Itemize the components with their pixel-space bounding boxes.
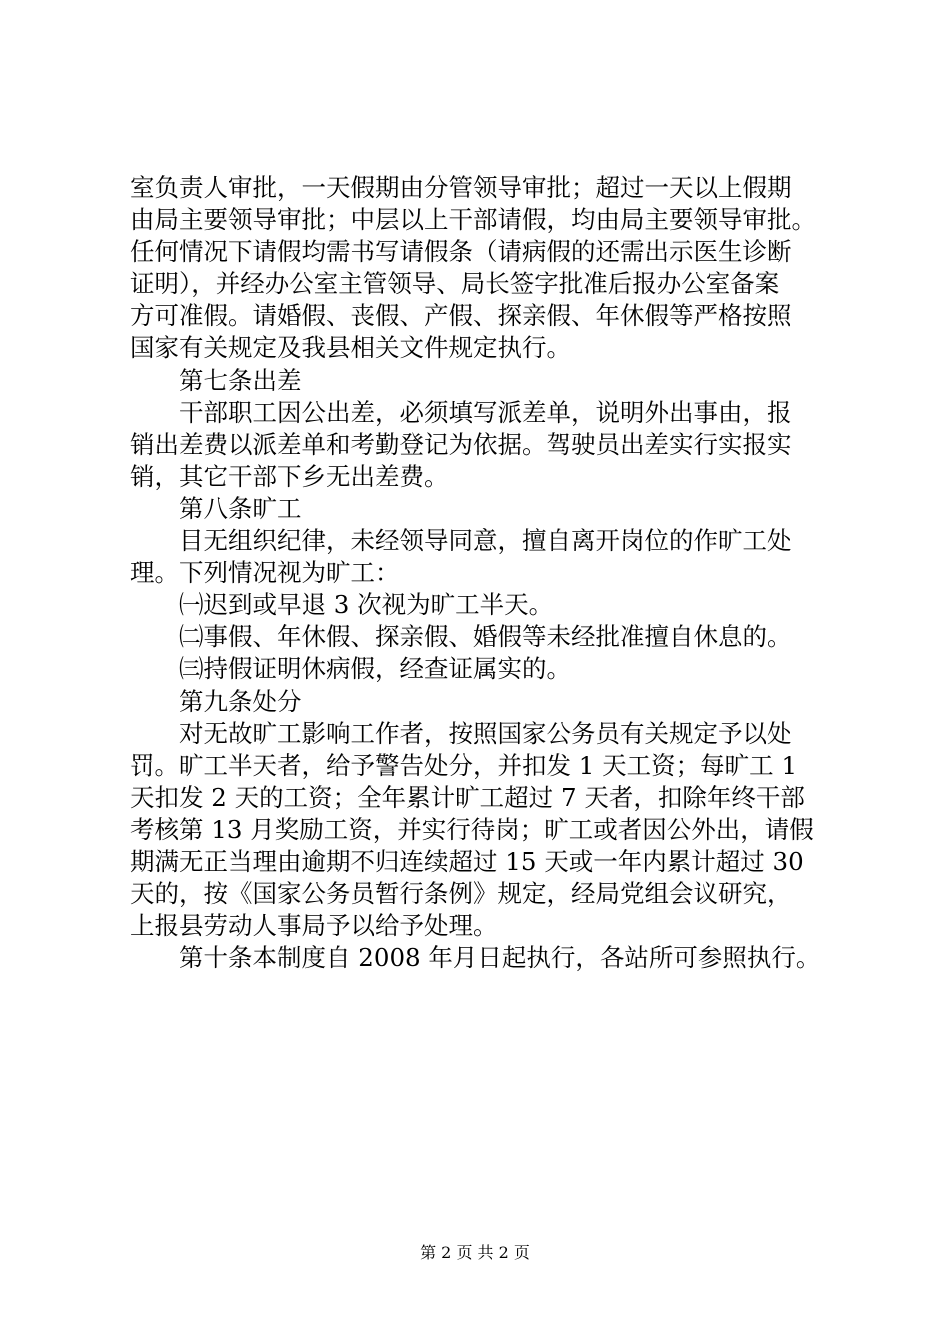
document-body <box>130 172 830 974</box>
text-line: 上报县劳动人事局予以给予处理。 <box>130 911 498 941</box>
text-line: 天的，按《国家公务员暂行条例》规定，经局党组会议研究， <box>130 879 792 909</box>
text-line: 销，其它干部下乡无出差费。 <box>130 461 449 491</box>
text-line: 天扣发 2 天的工资；全年累计旷工超过 7 天者，扣除年终干部 <box>130 782 805 812</box>
text-line: 任何情况下请假均需书写请假条（请病假的还需出示医生诊断 <box>130 237 792 267</box>
text-line: 第九条处分 <box>179 686 302 716</box>
text-line: 期满无正当理由逾期不归连续超过 15 天或一年内累计超过 30 <box>130 846 804 876</box>
text-line: ㈠迟到或早退 3 次视为旷工半天。 <box>179 590 554 620</box>
text-line: 第八条旷工 <box>179 493 302 523</box>
text-line: 由局主要领导审批；中层以上干部请假，均由局主要领导审批。 <box>130 205 816 235</box>
text-line: 方可准假。请婚假、丧假、产假、探亲假、年休假等严格按照 <box>130 301 792 331</box>
text-line: 理。下列情况视为旷工： <box>130 558 400 588</box>
text-line: 对无故旷工影响工作者，按照国家公务员有关规定予以处 <box>179 718 792 748</box>
text-line: 目无组织纪律，未经领导同意，擅自离开岗位的作旷工处 <box>179 526 792 556</box>
text-line: 罚。旷工半天者，给予警告处分，并扣发 1 天工资；每旷工 1 <box>130 750 798 780</box>
text-line: 室负责人审批，一天假期由分管领导审批；超过一天以上假期 <box>130 173 792 202</box>
text-line: ㈡事假、年休假、探亲假、婚假等未经批准擅自休息的。 <box>179 622 792 652</box>
text-line: 证明），并经办公室主管领导、局长签字批准后报办公室备案 <box>130 269 780 299</box>
text-line: 第十条本制度自 2008 年月日起执行，各站所可参照执行。 <box>179 943 821 973</box>
text-line: 国家有关规定及我县相关文件规定执行。 <box>130 333 571 363</box>
text-line: ㈢持假证明休病假，经查证属实的。 <box>179 654 571 684</box>
text-line: 第七条出差 <box>179 365 302 395</box>
text-line: 销出差费以派差单和考勤登记为依据。驾驶员出差实行实报实 <box>130 429 792 459</box>
page-footer: 第 2 页 共 2 页 <box>420 1243 530 1262</box>
text-line: 干部职工因公出差，必须填写派差单，说明外出事由，报 <box>179 397 792 427</box>
text-line: 考核第 13 月奖励工资，并实行待岗；旷工或者因公外出，请假 <box>130 814 814 844</box>
